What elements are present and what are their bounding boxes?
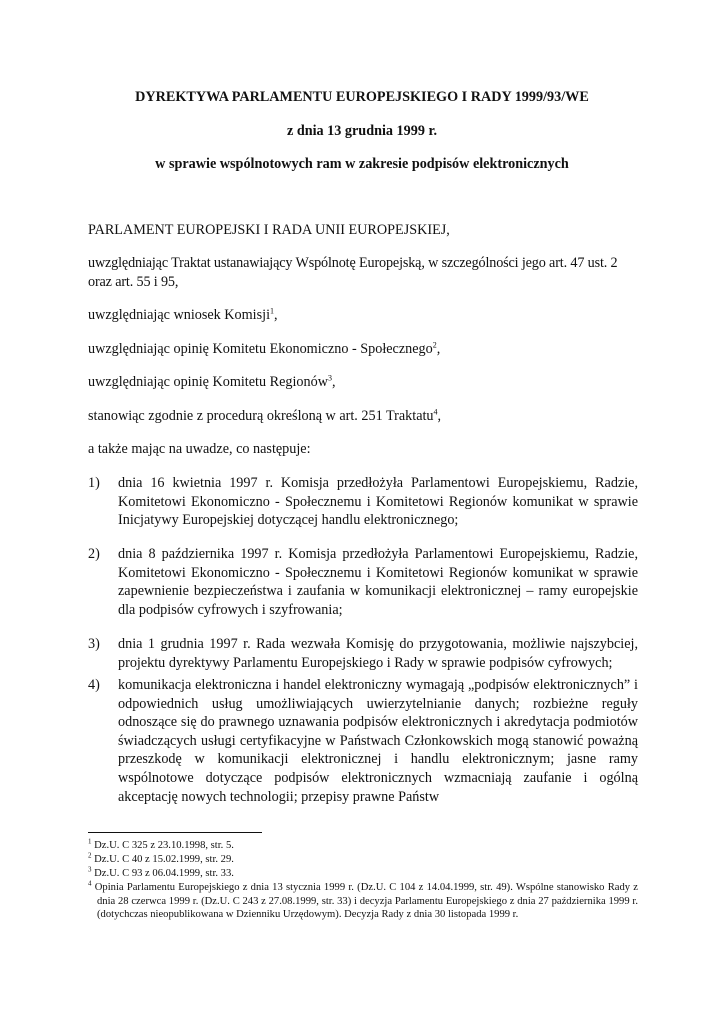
footnote-mark: 1 — [88, 837, 92, 846]
preamble-cor — [88, 373, 638, 392]
footnote-ref-2[interactable]: 2 — [432, 340, 437, 350]
preamble-cor-text: uwzględniając opinię Komitetu Regionów — [88, 374, 328, 390]
preamble-intro: PARLAMENT EUROPEJSKI I RADA UNII EUROPEJSKIEJ, — [88, 222, 450, 238]
preamble-procedure — [88, 407, 638, 426]
footnote-text: Opinia Parlamentu Europejskiego z dnia 13 stycznia 1999 r. (Dz.U. C 104 z 14.04.1999, str. 49). Wspólne stanowisko Rady z dnia 28 czerwca 1999 r. (Dz.U. C 243 z 27.08.1999, str. 33) i decyzja Parlamentu Europejskiego z dnia 27 października 1999 r. (dotychczas nieopublikowana w Dzienniku Urzędowym). Decyzja Rady z dnia 30 listopada 1999 r. — [94, 882, 638, 920]
recital-text: komunikacja elektroniczna i handel elektroniczny wymagają „podpisów elektronicznych” i odpowiednich usług umożliwiających uwierzytelnianie danych; rozbieżne reguły odnoszące się do prawnego uznawania podpisów elektronicznych i akredytacja podmiotów świadczących usługi certyfikacyjne w Państwach Członkowskich mogą stanowić poważną przeszkodę w komunikacji elektronicznej i handlu elektronicznym; jasne ramy wspólnotowe dotyczące podpisów elektronicznych wzmacniają zaufanie i ogólną akceptację nowych technologii; przepisy prawne Państw — [118, 677, 638, 805]
recital-number: 2) — [88, 546, 100, 562]
preamble-esc-text: uwzględniając opinię Komitetu Ekonomiczno - Społecznego — [88, 341, 433, 357]
footnote-text: Dz.U. C 93 z 06.04.1999, str. 33. — [94, 868, 234, 879]
preamble-commission — [88, 306, 638, 325]
recital-text: dnia 16 kwietnia 1997 r. Komisja przedłożyła Parlamentowi Europejskiemu, Radzie, Komitetowi Ekonomiczno - Społecznemu i Komitetowi Regionów komunikat w sprawie Inicjatywy Europejskiej dotyczącej handlu elektronicznego; — [118, 475, 638, 529]
footnote-item — [88, 853, 638, 867]
footnote-item — [88, 867, 638, 881]
footnote-text: Dz.U. C 40 z 15.02.1999, str. 29. — [94, 854, 234, 865]
punctuation-comma: , — [331, 374, 336, 390]
recital-text: dnia 8 października 1997 r. Komisja przedłożyła Parlamentowi Europejskiemu, Radzie, Komitetowi Ekonomiczno - Społecznemu i Komitetowi Regionów komunikat w sprawie zapewnienie bezpieczeństwa i zaufania w komunikacji elektronicznej – ramy europejskie dla podpisów cyfrowych i szyfrowania; — [118, 546, 638, 618]
recital-number: 3) — [88, 636, 100, 652]
punctuation-comma: , — [274, 307, 278, 323]
recital-number: 4) — [88, 677, 100, 693]
recital-text: dnia 1 grudnia 1997 r. Rada wezwała Komisję do przygotowania, możliwie najszybciej, projektu dyrektywy Parlamentu Europejskiego i Rady w sprawie podpisów cyfrowych; — [118, 636, 638, 671]
preamble-treaty: uwzględniając Traktat ustanawiający Wspólnotę Europejską, w szczególności jego art. 47 ust. 2 oraz art. 55 i 95, — [88, 255, 618, 290]
footnote-mark: 2 — [88, 851, 92, 860]
footnote-mark: 3 — [88, 865, 92, 874]
footnote-ref-3[interactable]: 3 — [327, 373, 332, 383]
document-title: DYREKTYWA PARLAMENTU EUROPEJSKIEGO I RADY 1999/93/WE — [135, 89, 589, 105]
footnote-separator — [88, 832, 262, 833]
preamble-whereas: a także mając na uwadze, co następuje: — [88, 441, 311, 457]
document-date: z dnia 13 grudnia 1999 r. — [286, 123, 438, 139]
footnote-ref-4[interactable]: 4 — [433, 407, 438, 417]
punctuation-comma: , — [436, 341, 441, 357]
footnote-mark: 4 — [88, 879, 92, 888]
preamble-commission-text: uwzględniając wniosek Komisji — [88, 307, 271, 323]
footnote-ref-1[interactable]: 1 — [270, 306, 275, 316]
footnote-long — [88, 881, 638, 922]
footnote-item — [88, 839, 638, 853]
footnote-text: Dz.U. C 325 z 23.10.1998, str. 5. — [94, 840, 234, 851]
document-subject: w sprawie wspólnotowych ram w zakresie podpisów elektronicznych — [155, 156, 569, 172]
preamble-procedure-text: stanowiąc zgodnie z procedurą określoną w art. 251 Traktatu — [88, 408, 434, 424]
footnote-item — [88, 881, 638, 922]
preamble-esc — [88, 340, 638, 359]
punctuation-comma: , — [437, 408, 442, 424]
recital-number: 1) — [88, 475, 100, 491]
